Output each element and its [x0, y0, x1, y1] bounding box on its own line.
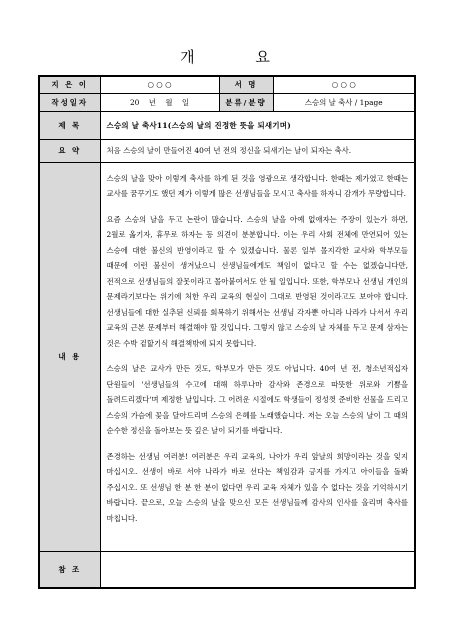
- date-label: 작성일자: [39, 93, 100, 111]
- writer-label: 서 명: [219, 76, 273, 93]
- category-value: 스승의 날 축사 / 1page: [273, 93, 415, 111]
- reference-label: 참 조: [39, 551, 100, 588]
- author-label: 지 은 이: [39, 76, 100, 93]
- content-paragraph: 존경하는 선생님 여러분! 여러분은 우리 교육의, 나아가 우리 앞날의 희망이라는 것을 잊지 마십시오. 선생이 바로 서야 나라가 바로 선다는 책임감과 긍지를 가지고 아이들을 돌봐 주십시오. 또 선생님 한 분 한 분이 없다면 우리 교육 자체가 있을 수 없다는 것을 기억하시기 바랍니다. 끝으로, 오늘 스승의 날을 맞으신 모든 선생님들께 감사의 인사를 올리며 축사를 마칩니다.: [106, 451, 408, 523]
- content-paragraph: 스승의 날을 맞아 이렇게 축사를 하게 된 것을 영광으로 생각합니다. 한때는 제가였고 한때는 교사를 꿈꾸기도 했던 제가 이렇게 많은 선생님들을 모시고 축사를 하자니 감개가 무량합니다.: [106, 173, 408, 198]
- summary-text: 처음 스승의 날이 만들어진 40여 년 전의 정신을 되새기는 날이 되자는 축사.: [100, 139, 415, 162]
- reference-value: [100, 551, 415, 588]
- content-paragraph: 요즘 스승의 날을 두고 논란이 많습니다. 스승의 날을 아예 없애자는 주장이 있는가 하면, 2월로 옮기자, 휴무로 하자는 등 의견이 분분합니다. 이는 우리 사회 전체에 만연되어 있는 스승에 대한 불신의 반영이라고 할 수 있겠습니다. 물론 일부 몰지각한 교사와 학부모들 때문에 이런 불신이 생겨났으니 선생님들에게도 책임이 없다고 할 수는 없겠습니다만, 전적으로 선생님들의 잘못이라고 몰아붙여서도 안 될 일입니다. 또한, 학부모나 선생님 개인의 문제라기보다는 위기에 처한 우리 교육의 현실이 그대로 반영된 것이라고도 보아야 합니다. 선생님들에 대한 실추된 신뢰를 회복하기 위해서는 선생님 각자뿐 아니라 나라가 나서서 우리 교육의 근본 문제부터 해결해야 할 것입니다. 그렇지 않고 스승의 날 자체를 두고 문제 삼자는 것은 수박 겉핥기식 해결책밖에 되지 못합니다.: [106, 214, 408, 348]
- title-row: [39, 111, 415, 139]
- reference-row: [39, 551, 415, 588]
- date-value: 20 년 월 일: [100, 93, 219, 111]
- date-row: [39, 93, 415, 111]
- summary-row: [39, 139, 415, 162]
- author-row: [39, 76, 415, 93]
- writer-value: ○ ○ ○: [273, 76, 415, 93]
- content-paragraph: 스승의 날은 교사가 만든 것도, 학부모가 만든 것도 아닙니다. 40여 년 전, 청소년적십자 단원들이 '선생님들의 수고에 대해 하루나마 감사와 존경으로 따뜻한 위로와 기쁨을 돌려드리겠다'며 제정한 날입니다. 그 어려운 시절에도 학생들이 정성껏 준비한 선물을 드리고 스승의 가슴에 꽃을 달아드리며 스승의 은혜를 노래했습니다. 저는 오늘 스승의 날이 그 때의 순수한 정신을 돌아보는 뜻 깊은 날이 되기를 바랍니다.: [106, 364, 408, 435]
- content-label: 내 용: [39, 162, 100, 551]
- content-row: [39, 162, 415, 551]
- document-title: 스승의 날 축사11(스승의 날의 진정한 뜻을 되새기며): [100, 111, 415, 139]
- summary-label: 요 약: [39, 139, 100, 162]
- content-body: [100, 162, 415, 551]
- category-label: 분류/분량: [219, 93, 273, 111]
- document-form-table: [38, 75, 416, 589]
- author-value: ○ ○ ○: [100, 76, 219, 93]
- page-title: 개 요: [180, 48, 298, 66]
- title-label: 제 목: [39, 111, 100, 139]
